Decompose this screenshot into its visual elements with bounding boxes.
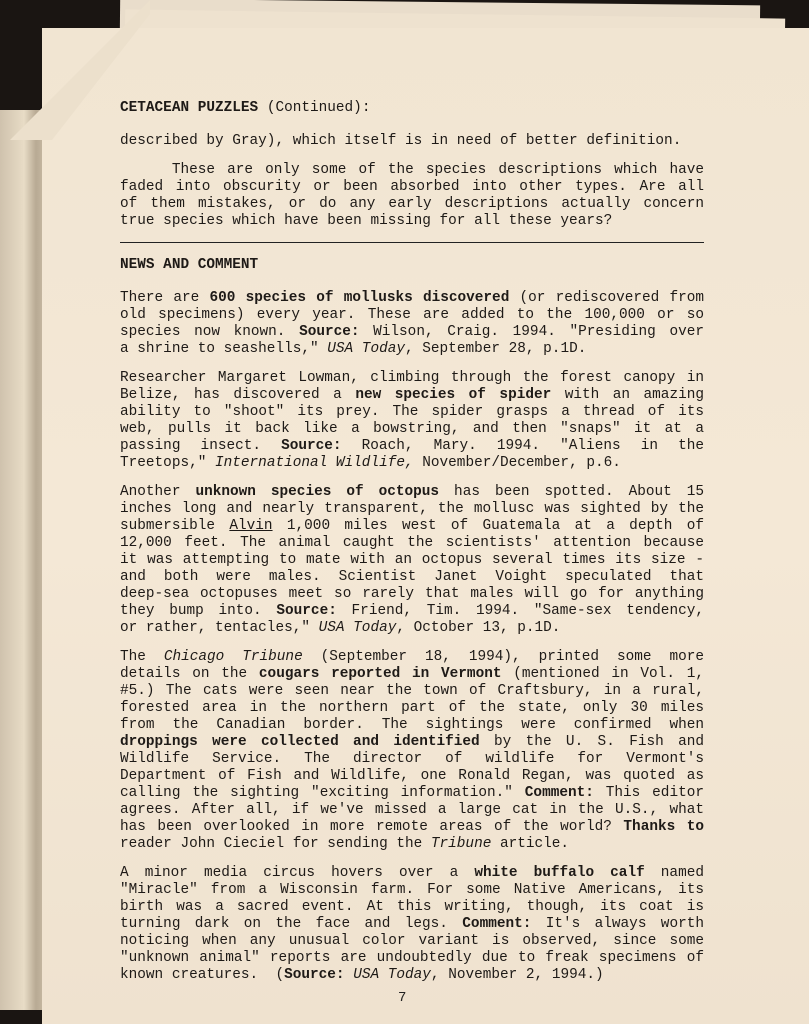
text-run: Treetops," [120,455,215,471]
text-line [120,916,704,933]
text-run: article. [491,836,570,852]
text-run: named [644,865,704,881]
text-run: There are [120,290,210,306]
text-line [120,899,704,916]
text-run: passing insect. [120,438,282,454]
text-line [120,455,704,472]
text-line [120,552,704,569]
bold-text: Comment: [524,785,594,801]
text-line [120,717,704,734]
text-run: forested area in the northern part of the state, only 30 miles [120,700,704,716]
text-line [120,370,704,387]
text-run: This editor [593,785,704,801]
text-run: deep-sea octopuses meet so rarely that males will go for anything [120,586,704,602]
bold-text: unknown species of octopus [195,484,440,500]
text-run: of them mistakes, or do any early descriptions actually concern [120,196,704,212]
text-run: ability to "shoot" its prey. The spider grasps a thread of its [120,404,704,420]
text-run: November/December, p.6. [413,455,621,471]
text-run: with an amazing [551,387,704,403]
bold-text: Source: [284,967,345,983]
text-line [120,666,704,683]
text-run: details on the [120,666,259,682]
text-line [120,324,704,341]
text-run: Researcher Margaret Lowman, climbing through the forest canopy in [120,370,704,386]
text-line [120,603,704,620]
cetacean-paragraphs [120,133,704,243]
bold-text: white buffalo calf [474,865,645,881]
text-line [120,950,704,967]
text-run: (or rediscovered from [509,290,705,306]
text-run: Another [120,484,196,500]
text-run: Roach, Mary. 1994. "Aliens in the [341,438,704,454]
italic-text: USA Today [353,967,431,983]
paragraph [120,133,704,150]
text-run: has been spotted. About 15 [439,484,705,500]
text-run: Wilson, Craig. 1994. "Presiding over [359,324,704,340]
page-content [120,100,704,996]
text-line [120,768,704,785]
text-line [120,341,704,358]
text-run: Friend, Tim. 1994. "Same-sex tendency, [336,603,704,619]
text-line [120,501,704,518]
text-run: , September 28, p.1D. [405,341,587,357]
paragraph [120,865,704,984]
paragraph [120,370,704,472]
text-line [120,162,704,179]
continued-heading-title: CETACEAN PUZZLES [120,100,259,116]
text-run: "Miracle" from a Wisconsin farm. For some Native Americans, its [120,882,704,898]
text-line [120,586,704,603]
text-run: submersible [120,518,230,534]
text-line [120,802,704,819]
paragraph [120,484,704,637]
text-run: agrees. After all, if we've missed a large cat in the U.S., what [120,802,704,818]
text-run: true species which have been missing for all these years? [120,213,613,229]
text-run: a shrine to seashells," [120,341,328,357]
text-run: from the Canadian border. The sightings were confirmed when [120,717,704,733]
text-line [120,179,704,196]
bold-text: Comment: [462,916,532,932]
text-line [120,421,704,438]
text-run: species now known. [120,324,300,340]
text-run: (September 18, 1994), printed some more [302,649,705,665]
bold-text: new species of spider [355,387,552,403]
text-line [120,882,704,899]
bold-text: droppings were collected and identified [120,734,480,750]
italic-text: Chicago Tribune [163,649,303,665]
text-line [120,307,704,324]
text-line [120,535,704,552]
news-paragraphs [120,290,704,984]
text-run: It's always worth [531,916,704,932]
text-run: faded into obscurity or been absorbed into other types. Are all [120,179,704,195]
text-run: old specimens) every year. These are added to the 100,000 or so [120,307,704,323]
text-line [120,649,704,666]
text-line [120,213,704,230]
text-line [120,836,704,853]
text-run: has been overlooked in more remote areas of the world? [120,819,624,835]
text-run: (mentioned in Vol. 1, [501,666,704,682]
text-line [120,569,704,586]
page-number: 7 [398,990,407,1006]
text-run: known creatures. ( [120,967,285,983]
text-run: Belize, has discovered a [120,387,356,403]
text-line [120,785,704,802]
bold-text: cougars reported in Vermont [258,666,502,682]
paragraph [120,162,704,230]
text-run: described by Gray), which itself is in need of better definition. [120,133,682,149]
bold-text: Source: [281,438,342,454]
text-line [120,700,704,717]
text-line [120,620,704,637]
text-line [120,133,704,150]
bold-text: Thanks to [623,819,704,835]
text-line [120,387,704,404]
text-run: A minor media circus hovers over a [120,865,475,881]
text-line [120,290,704,307]
text-run: by the U. S. Fish and [479,734,704,750]
bold-text: Source: [276,603,337,619]
continued-heading-suffix: (Continued): [258,100,371,116]
text-run: , November 2, 1994.) [430,967,604,983]
text-run: The [120,649,164,665]
text-run: calling the sighting "exciting information." [120,785,525,801]
text-run: birth was a sacred event. At this writing, though, its coat is [120,899,704,915]
italic-text: International Wildlife, [215,455,414,471]
text-line [120,865,704,882]
text-line [120,751,704,768]
paragraph [120,290,704,358]
text-run: 1,000 miles west of Guatemala at a depth of [272,518,704,534]
text-line [120,484,704,501]
text-run: web, pulls it back like a bowstring, and then "snaps" it at a [120,421,704,437]
text-run: and both were males. Scientist Janet Voight speculated that [120,569,704,585]
italic-text: Tribune [430,836,492,852]
italic-text: USA Today [327,341,405,357]
text-run: These are only some of the species descriptions which have [171,162,704,178]
section-divider [120,242,704,243]
text-line [120,933,704,950]
text-run: noticing when any unusual color variant is observed, since some [120,933,704,949]
text-run: 12,000 feet. The animal caught the scientists' attention because [120,535,704,551]
text-run: Department of Fish and Wildlife, one Ronald Regan, was quoted as [120,768,704,784]
text-run: turning dark on the face and legs. [120,916,463,932]
text-line [120,819,704,836]
italic-text: USA Today [318,620,397,636]
text-line [120,404,704,421]
section-heading: NEWS AND COMMENT [120,257,259,273]
text-run: "unknown animal" reports are undoubtedly due to freak specimens of [120,950,704,966]
text-line [120,683,704,700]
text-line [120,196,704,213]
text-line [120,518,704,535]
text-run: reader John Cieciel for sending the [120,836,431,852]
underlined-text: Alvin [229,518,273,534]
text-run: Wildlife Service. The director of wildlife for Vermont's [120,751,704,767]
text-run: , October 13, p.1D. [396,620,561,636]
text-line [120,734,704,751]
text-line [120,967,704,984]
bold-text: Source: [299,324,360,340]
text-run: it was attempting to mate with an octopus several times its size - [120,552,704,568]
text-run: #5.) The cats were seen near the town of Craftsbury, in a rural, [120,683,704,699]
text-run: or rather, tentacles," [120,620,319,636]
text-line [120,438,704,455]
continued-heading [120,100,704,117]
text-run: they bump into. [120,603,277,619]
bold-text: 600 species of mollusks discovered [209,290,510,306]
text-run: inches long and nearly transparent, the mollusc was sighted by the [120,501,704,517]
text-run [345,967,354,983]
paragraph [120,649,704,853]
